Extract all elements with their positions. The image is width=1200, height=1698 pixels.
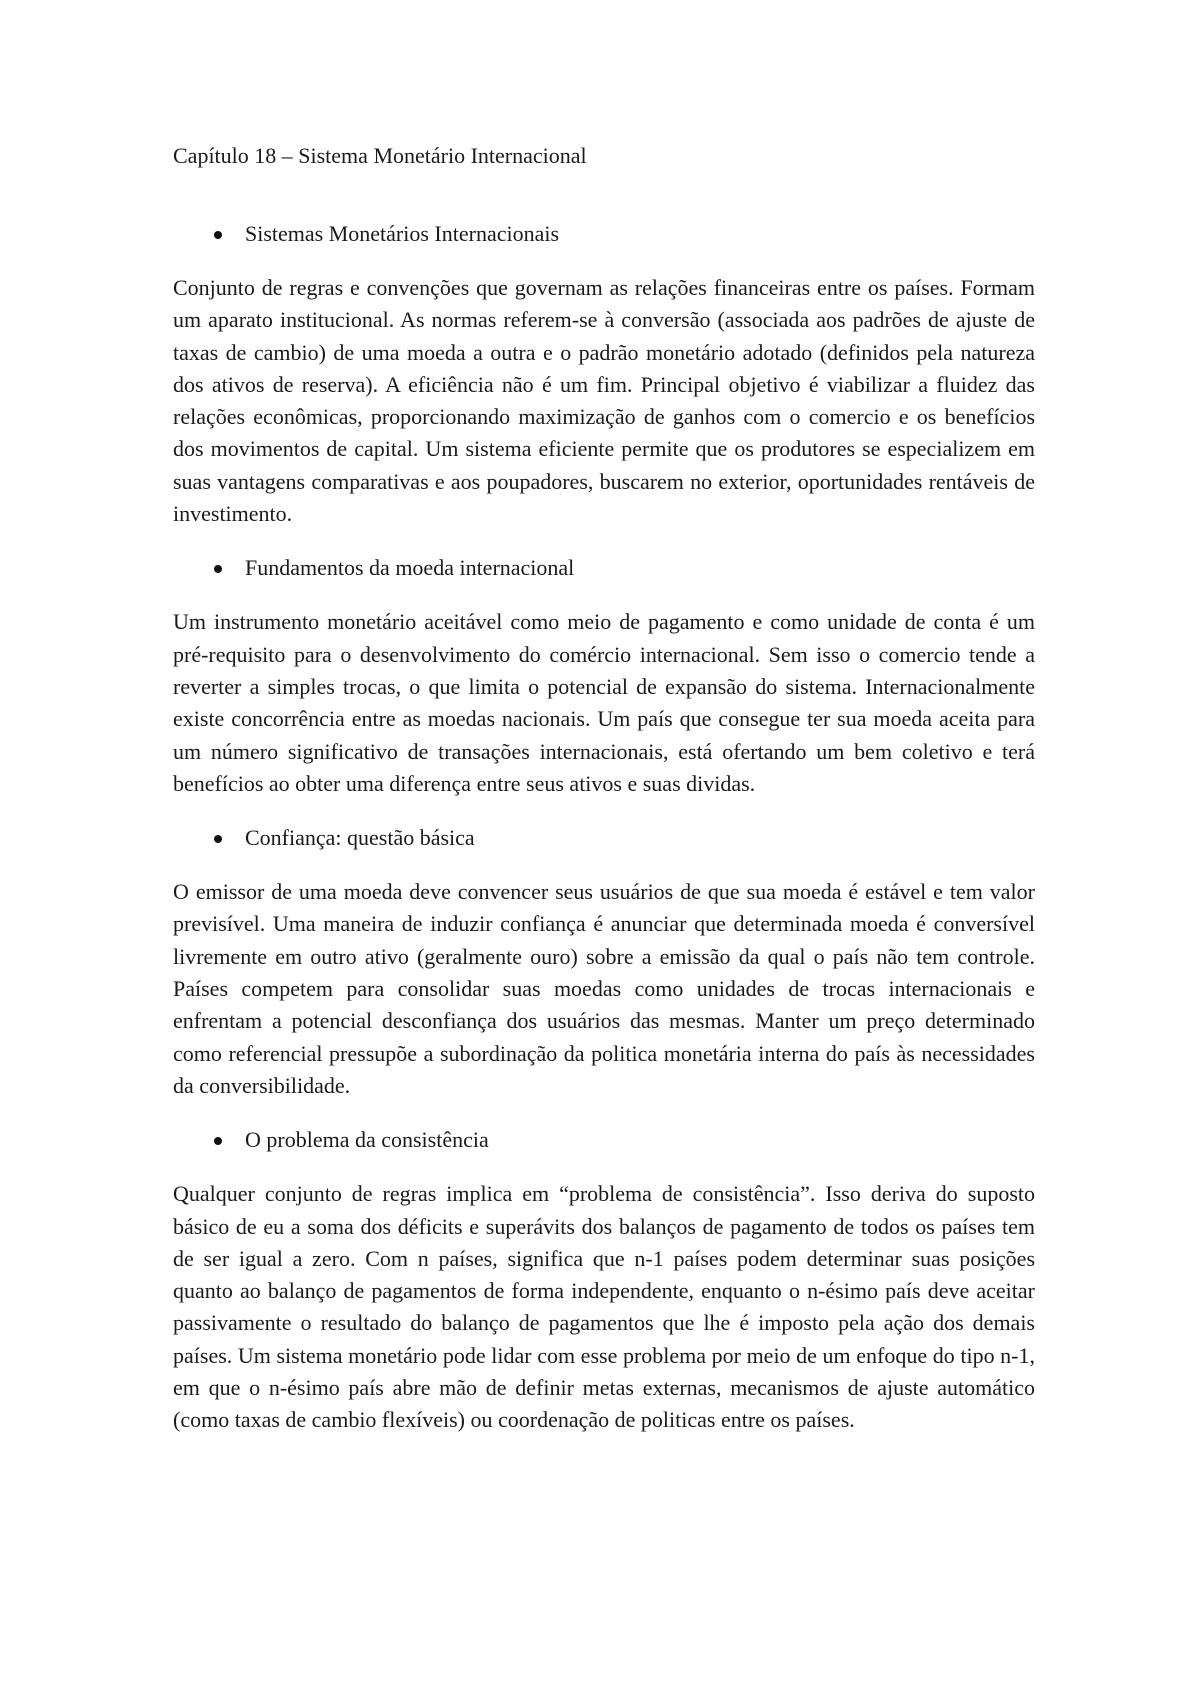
bullet-icon [214,565,222,573]
bullet-icon [214,231,222,239]
section-sistemas-monetarios [173,218,1035,530]
section-heading [173,218,1035,250]
section-heading [173,1124,1035,1156]
section-heading-text: Fundamentos da moeda internacional [245,555,575,581]
section-heading [173,822,1035,854]
section-confianca [173,822,1035,1102]
section-paragraph: Conjunto de regras e convenções que governam as relações financeiras entre os países. Formam um aparato institucional. As normas referem-se à conversão (associada aos padrões de ajuste de taxas de cambio) de uma moeda a outra e o padrão monetário adotado (definidos pela natureza dos ativos de reserva). A eficiência não é um fim. Principal objetivo é viabilizar a fluidez das relações econômicas, proporcionando maximização de ganhos com o comercio e os benefícios dos movimentos de capital. Um sistema eficiente permite que os produtores se especializem em suas vantagens comparativas e aos poupadores, buscarem no exterior, oportunidades rentáveis de investimento. [173,275,1035,527]
section-heading-text: O problema da consistência [245,1127,489,1153]
section-consistencia [173,1124,1035,1436]
document-page [173,140,1035,1459]
section-heading [173,552,1035,584]
bullet-icon [214,835,222,843]
section-paragraph: O emissor de uma moeda deve convencer seus usuários de que sua moeda é estável e tem valor previsível. Uma maneira de induzir confiança é anunciar que determinada moeda é conversível livremente em outro ativo (geralmente ouro) sobre a emissão da qual o país não tem controle. Países competem para consolidar suas moedas como unidades de trocas internacionais e enfrentam a potencial desconfiança dos usuários das mesmas. Manter um preço determinado como referencial pressupõe a subordinação da politica monetária interna do país às necessidades da conversibilidade. [173,879,1035,1098]
bullet-icon [214,1137,222,1145]
section-paragraph: Qualquer conjunto de regras implica em “problema de consistência”. Isso deriva do suposto básico de eu a soma dos déficits e superávits dos balanços de pagamento de todos os países tem de ser igual a zero. Com n países, significa que n-1 países podem determinar suas posições quanto ao balanço de pagamentos de forma independente, enquanto o n-ésimo país deve aceitar passivamente o resultado do balanço de pagamentos que lhe é imposto pela ação dos demais países. Um sistema monetário pode lidar com esse problema por meio de um enfoque do tipo n-1, em que o n-ésimo país abre mão de definir metas externas, mecanismos de ajuste automático (como taxas de cambio flexíveis) ou coordenação de politicas entre os países. [173,1181,1035,1433]
section-fundamentos-moeda [173,552,1035,800]
section-heading-text: Sistemas Monetários Internacionais [245,221,560,246]
chapter-title: Capítulo 18 – Sistema Monetário Internacional [173,143,587,168]
section-paragraph: Um instrumento monetário aceitável como meio de pagamento e como unidade de conta é um pré-requisito para o desenvolvimento do comércio internacional. Sem isso o comercio tende a reverter a simples trocas, o que limita o potencial de expansão do sistema. Internacionalmente existe concorrência entre as moedas nacionais. Um país que consegue ter sua moeda aceita para um número significativo de transações internacionais, está ofertando um bem coletivo e terá benefícios ao obter uma diferença entre seus ativos e suas dividas. [173,609,1035,796]
section-heading-text: Confiança: questão básica [245,825,475,851]
